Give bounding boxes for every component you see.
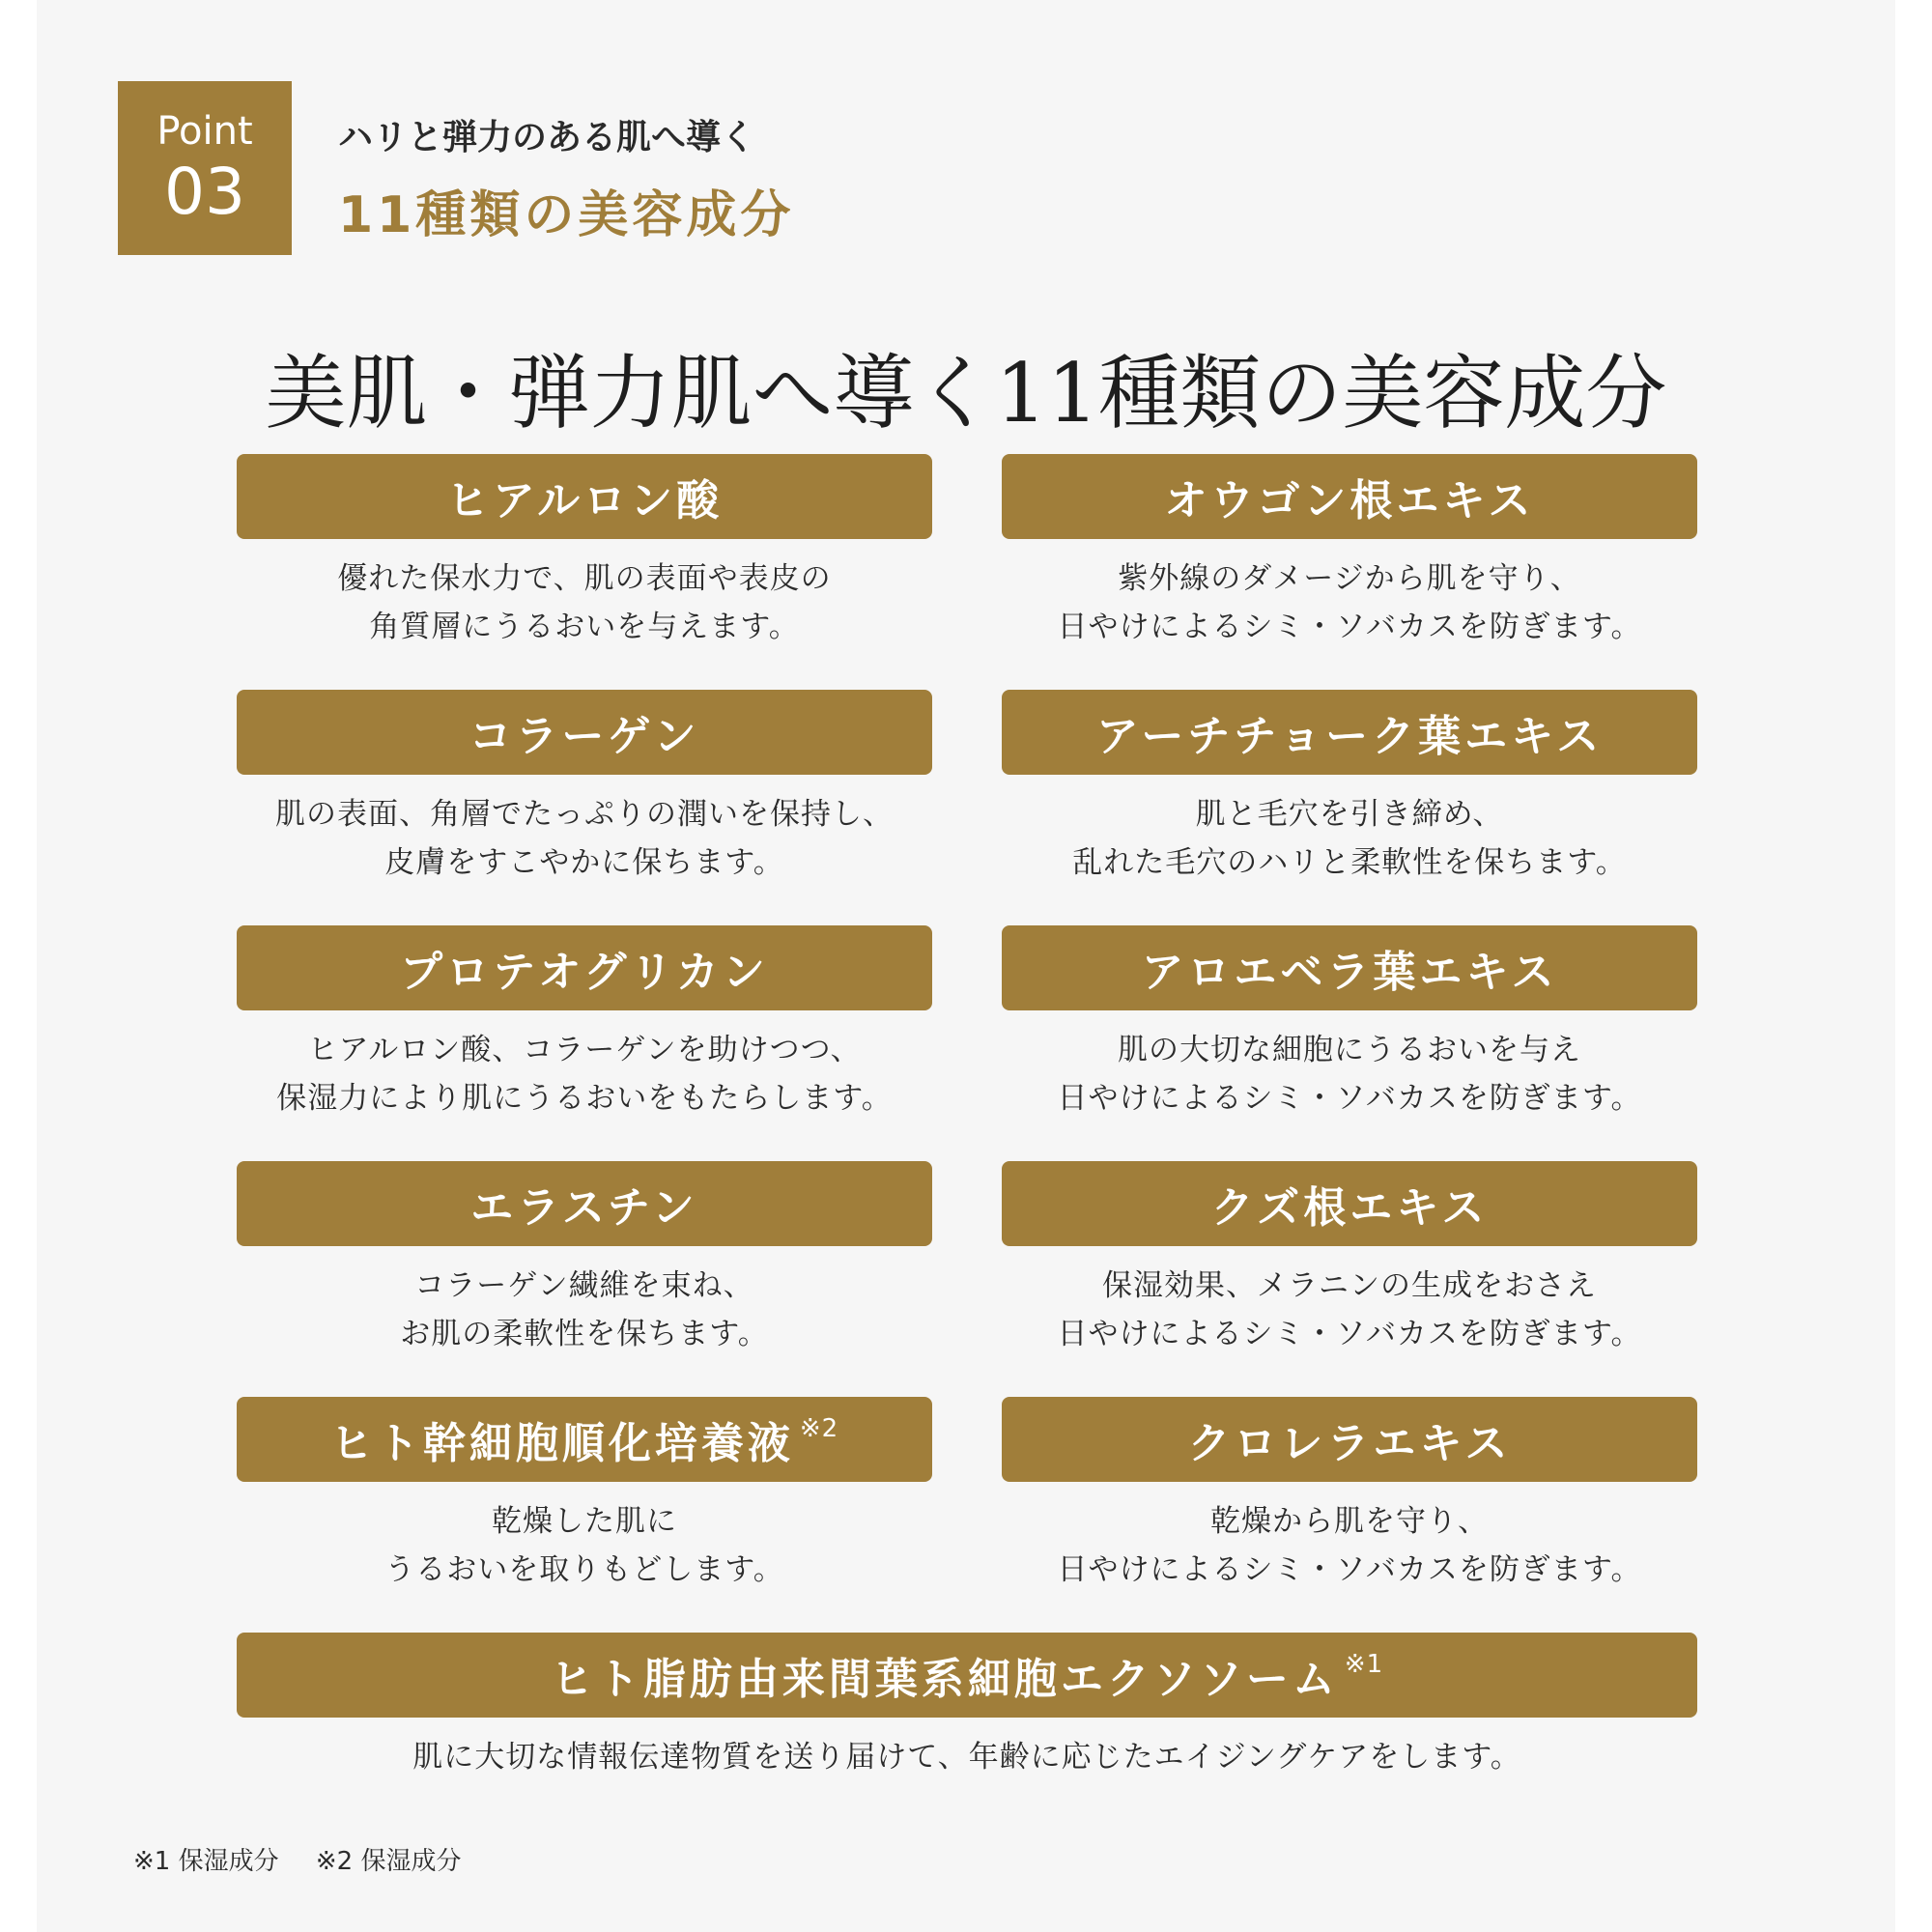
footnote-mark: ※2 <box>799 1414 839 1443</box>
ingredient-card-proteoglycan <box>237 925 932 1122</box>
page-title: 美肌・弾力肌へ導く11種類の美容成分 <box>265 346 1667 440</box>
ingredient-description: コラーゲン繊維を束ね、 お肌の柔軟性を保ちます。 <box>400 1268 769 1351</box>
section-heading: 11種類の美容成分 <box>338 186 795 244</box>
ingredient-label: プロテオグリカン <box>237 925 932 1010</box>
ingredient-card-elastin <box>237 1161 932 1358</box>
point-number: 03 <box>164 155 245 229</box>
ingredient-card-aloe-vera-leaf <box>1002 925 1697 1122</box>
point-word: Point <box>156 109 253 154</box>
ingredient-label: エラスチン <box>237 1161 932 1246</box>
ingredient-label: コラーゲン <box>237 690 932 775</box>
ingredient-card-artichoke-leaf <box>1002 690 1697 887</box>
ingredient-label: ヒト幹細胞順化培養液 ※2 <box>237 1397 932 1482</box>
ingredient-description: 肌の大切な細胞にうるおいを与え 日やけによるシミ・ソバカスを防ぎます。 <box>1057 1033 1642 1116</box>
ingredient-label: クズ根エキス <box>1002 1161 1697 1246</box>
ingredient-card-scutellaria-root <box>1002 454 1697 651</box>
ingredient-description: 紫外線のダメージから肌を守り、 日やけによるシミ・ソバカスを防ぎます。 <box>1057 561 1642 644</box>
ingredient-label: ヒト脂肪由来間葉系細胞エクソソーム ※1 <box>237 1633 1697 1718</box>
ingredient-card-hyaluronic-acid <box>237 454 932 651</box>
footnote-mark: ※1 <box>1344 1650 1384 1679</box>
ingredient-description: ヒアルロン酸、コラーゲンを助けつつ、 保湿力により肌にうるおいをもたらします。 <box>276 1033 893 1116</box>
ingredient-description: 保湿効果、メラニンの生成をおさえ 日やけによるシミ・ソバカスを防ぎます。 <box>1057 1268 1642 1351</box>
ingredient-card-human-stem-cell-media <box>237 1397 932 1594</box>
point-badge <box>118 81 292 255</box>
footnote-2: ※2 保湿成分 <box>315 1847 462 1876</box>
footnotes <box>133 1841 490 1877</box>
ingredient-label: オウゴン根エキス <box>1002 454 1697 539</box>
ingredient-card-collagen <box>237 690 932 887</box>
footnote-1: ※1 保湿成分 <box>133 1847 279 1876</box>
ingredient-label: アロエベラ葉エキス <box>1002 925 1697 1010</box>
ingredient-label: アーチチョーク葉エキス <box>1002 690 1697 775</box>
ingredient-description: 優れた保水力で、肌の表面や表皮の 角質層にうるおいを与えます。 <box>337 561 832 644</box>
ingredient-card-chlorella <box>1002 1397 1697 1594</box>
ingredient-label: クロレラエキス <box>1002 1397 1697 1482</box>
ingredient-label: ヒアルロン酸 <box>237 454 932 539</box>
ingredient-description: 肌の表面、角層でたっぷりの潤いを保持し、 皮膚をすこやかに保ちます。 <box>275 797 894 880</box>
ingredient-description: 肌と毛穴を引き締め、 乱れた毛穴のハリと柔軟性を保ちます。 <box>1072 797 1627 880</box>
ingredient-description: 乾燥した肌に うるおいを取りもどします。 <box>384 1504 784 1587</box>
ingredient-card-exosome <box>237 1633 1697 1781</box>
sub-heading: ハリと弾力のある肌へ導く <box>338 118 756 157</box>
ingredient-description: 乾燥から肌を守り、 日やけによるシミ・ソバカスを防ぎます。 <box>1057 1504 1642 1587</box>
ingredient-description: 肌に大切な情報伝達物質を送り届けて、年齢に応じたエイジングケアをします。 <box>412 1740 1521 1775</box>
ingredient-card-kudzu-root <box>1002 1161 1697 1358</box>
